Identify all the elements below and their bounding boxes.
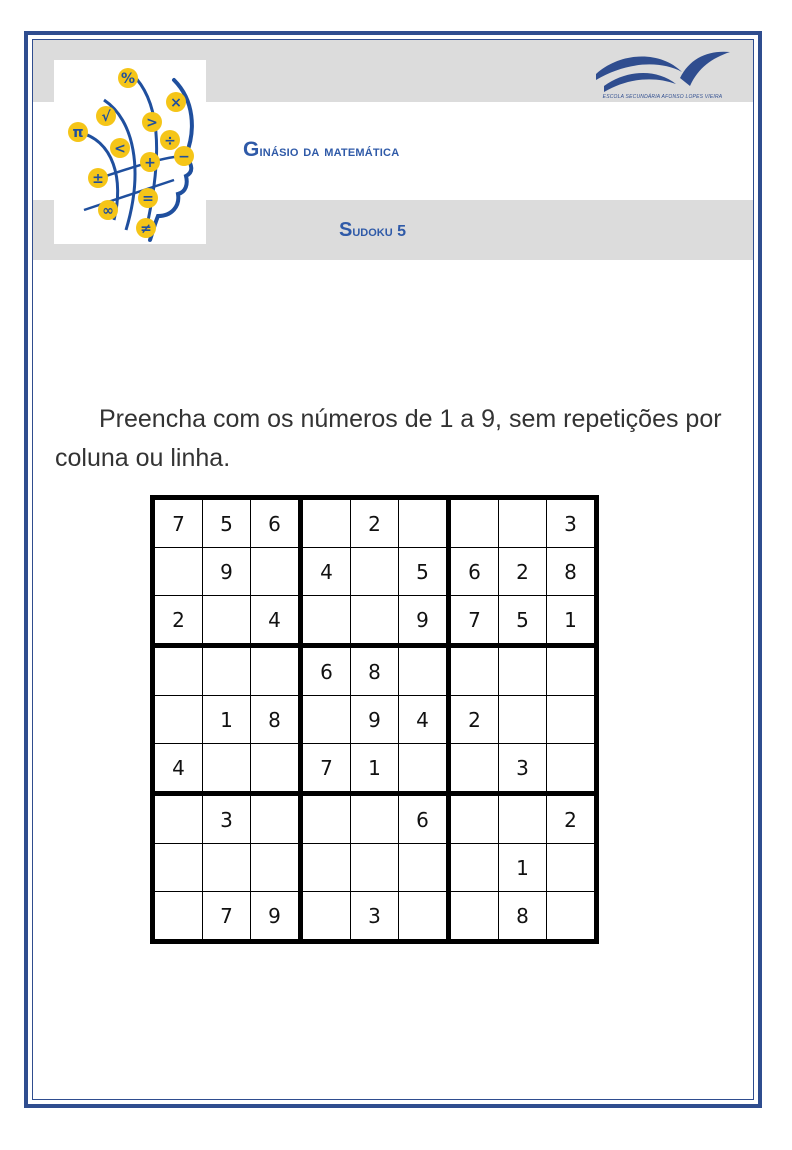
logo-symbol: ∞	[102, 203, 114, 219]
school-name: ESCOLA SECUNDÁRIA AFONSO LOPES VIEIRA	[602, 94, 723, 100]
sudoku-cell: 1	[203, 696, 251, 744]
sudoku-cell: 9	[351, 696, 399, 744]
sudoku-cell: 5	[399, 548, 449, 596]
sudoku-cell: 5	[203, 498, 251, 548]
sudoku-cell: 3	[351, 892, 399, 942]
sudoku-cell[interactable]	[301, 892, 351, 942]
sudoku-cell[interactable]	[301, 844, 351, 892]
sudoku-row	[153, 646, 597, 696]
sudoku-cell[interactable]	[399, 498, 449, 548]
sudoku-cell: 9	[203, 548, 251, 596]
sudoku-row	[153, 548, 597, 596]
sudoku-cell: 7	[153, 498, 203, 548]
sudoku-cell: 7	[203, 892, 251, 942]
subtitle-initial: S	[339, 219, 353, 241]
page-subtitle	[339, 219, 406, 242]
sudoku-cell: 1	[351, 744, 399, 794]
sudoku-cell[interactable]	[351, 794, 399, 844]
sudoku-row	[153, 696, 597, 744]
sudoku-cell[interactable]	[351, 596, 399, 646]
sudoku-cell[interactable]	[547, 844, 597, 892]
sudoku-cell[interactable]	[203, 596, 251, 646]
sudoku-cell: 2	[499, 548, 547, 596]
logo-symbol: −	[178, 149, 190, 165]
sudoku-cell[interactable]	[449, 744, 499, 794]
sudoku-cell[interactable]	[399, 646, 449, 696]
sudoku-cell: 3	[203, 794, 251, 844]
logo-symbol: =	[142, 191, 154, 207]
logo-symbol: <	[114, 141, 126, 157]
logo-symbol: ≠	[140, 221, 152, 237]
sudoku-cell[interactable]	[301, 498, 351, 548]
sudoku-cell[interactable]	[547, 646, 597, 696]
sudoku-cell: 2	[449, 696, 499, 744]
sudoku-row	[153, 892, 597, 942]
sudoku-cell[interactable]	[153, 696, 203, 744]
sudoku-cell: 8	[251, 696, 301, 744]
sudoku-cell: 3	[499, 744, 547, 794]
sudoku-cell[interactable]	[547, 892, 597, 942]
math-head-icon	[54, 60, 206, 244]
logo-symbol: π	[72, 125, 84, 141]
sudoku-cell[interactable]	[449, 794, 499, 844]
sudoku-cell: 4	[301, 548, 351, 596]
sudoku-cell: 7	[301, 744, 351, 794]
sudoku-cell: 8	[499, 892, 547, 942]
sudoku-cell: 9	[399, 596, 449, 646]
logo-symbol: ÷	[164, 133, 176, 149]
page-title	[243, 138, 399, 162]
instructions-text: Preencha com os números de 1 a 9, sem repetições por coluna ou linha.	[55, 405, 722, 472]
sudoku-cell[interactable]	[547, 744, 597, 794]
logo-symbol: ±	[92, 171, 104, 187]
sudoku-cell: 6	[251, 498, 301, 548]
sudoku-cell[interactable]	[251, 744, 301, 794]
sudoku-cell[interactable]	[153, 548, 203, 596]
sudoku-cell[interactable]	[449, 892, 499, 942]
sudoku-cell[interactable]	[499, 794, 547, 844]
sudoku-cell[interactable]	[251, 794, 301, 844]
sudoku-cell[interactable]	[251, 646, 301, 696]
sudoku-cell[interactable]	[351, 844, 399, 892]
math-gym-logo	[54, 60, 206, 244]
title-rest: inásio da matemática	[259, 143, 400, 160]
subtitle-rest: udoku 5	[352, 223, 407, 240]
sudoku-cell[interactable]	[399, 892, 449, 942]
sudoku-cell[interactable]	[251, 844, 301, 892]
sudoku-cell[interactable]	[203, 646, 251, 696]
sudoku-cell: 6	[301, 646, 351, 696]
sudoku-cell: 9	[251, 892, 301, 942]
sudoku-cell[interactable]	[449, 844, 499, 892]
sudoku-cell: 8	[351, 646, 399, 696]
sudoku-cell[interactable]	[499, 646, 547, 696]
sudoku-cell[interactable]	[153, 646, 203, 696]
logo-symbol: +	[144, 155, 156, 171]
sudoku-cell[interactable]	[301, 794, 351, 844]
sudoku-cell[interactable]	[499, 696, 547, 744]
logo-symbol: >	[146, 115, 158, 131]
sudoku-cell[interactable]	[153, 892, 203, 942]
sudoku-cell: 2	[153, 596, 203, 646]
logo-symbol: ×	[170, 95, 182, 111]
sudoku-grid	[150, 495, 599, 944]
sudoku-cell[interactable]	[449, 646, 499, 696]
logo-symbol: √	[101, 109, 111, 125]
sudoku-row	[153, 596, 597, 646]
sudoku-row	[153, 744, 597, 794]
sudoku-cell: 6	[399, 794, 449, 844]
sudoku-cell[interactable]	[351, 548, 399, 596]
sudoku-cell: 5	[499, 596, 547, 646]
sudoku-cell[interactable]	[547, 696, 597, 744]
sudoku-cell: 1	[547, 596, 597, 646]
sudoku-cell: 4	[251, 596, 301, 646]
sudoku-cell[interactable]	[203, 744, 251, 794]
sudoku-row	[153, 844, 597, 892]
sudoku-cell: 6	[449, 548, 499, 596]
sudoku-cell: 4	[153, 744, 203, 794]
sudoku-cell: 4	[399, 696, 449, 744]
sudoku-cell: 2	[547, 794, 597, 844]
sudoku-row	[153, 498, 597, 548]
sudoku-cell[interactable]	[499, 498, 547, 548]
sudoku-cell[interactable]	[153, 844, 203, 892]
sudoku-cell[interactable]	[301, 596, 351, 646]
sudoku-cell[interactable]	[251, 548, 301, 596]
title-initial: G	[243, 138, 260, 161]
sudoku-cell: 7	[449, 596, 499, 646]
sudoku-cell: 1	[499, 844, 547, 892]
sudoku-cell[interactable]	[153, 794, 203, 844]
sudoku-cell[interactable]	[399, 844, 449, 892]
sudoku-cell[interactable]	[399, 744, 449, 794]
logo-symbol: %	[120, 71, 136, 87]
sudoku-cell[interactable]	[203, 844, 251, 892]
sudoku-cell: 3	[547, 498, 597, 548]
sudoku-cell: 2	[351, 498, 399, 548]
sudoku-row	[153, 794, 597, 844]
sudoku-cell[interactable]	[449, 498, 499, 548]
sudoku-cell: 8	[547, 548, 597, 596]
sudoku-cell[interactable]	[301, 696, 351, 744]
